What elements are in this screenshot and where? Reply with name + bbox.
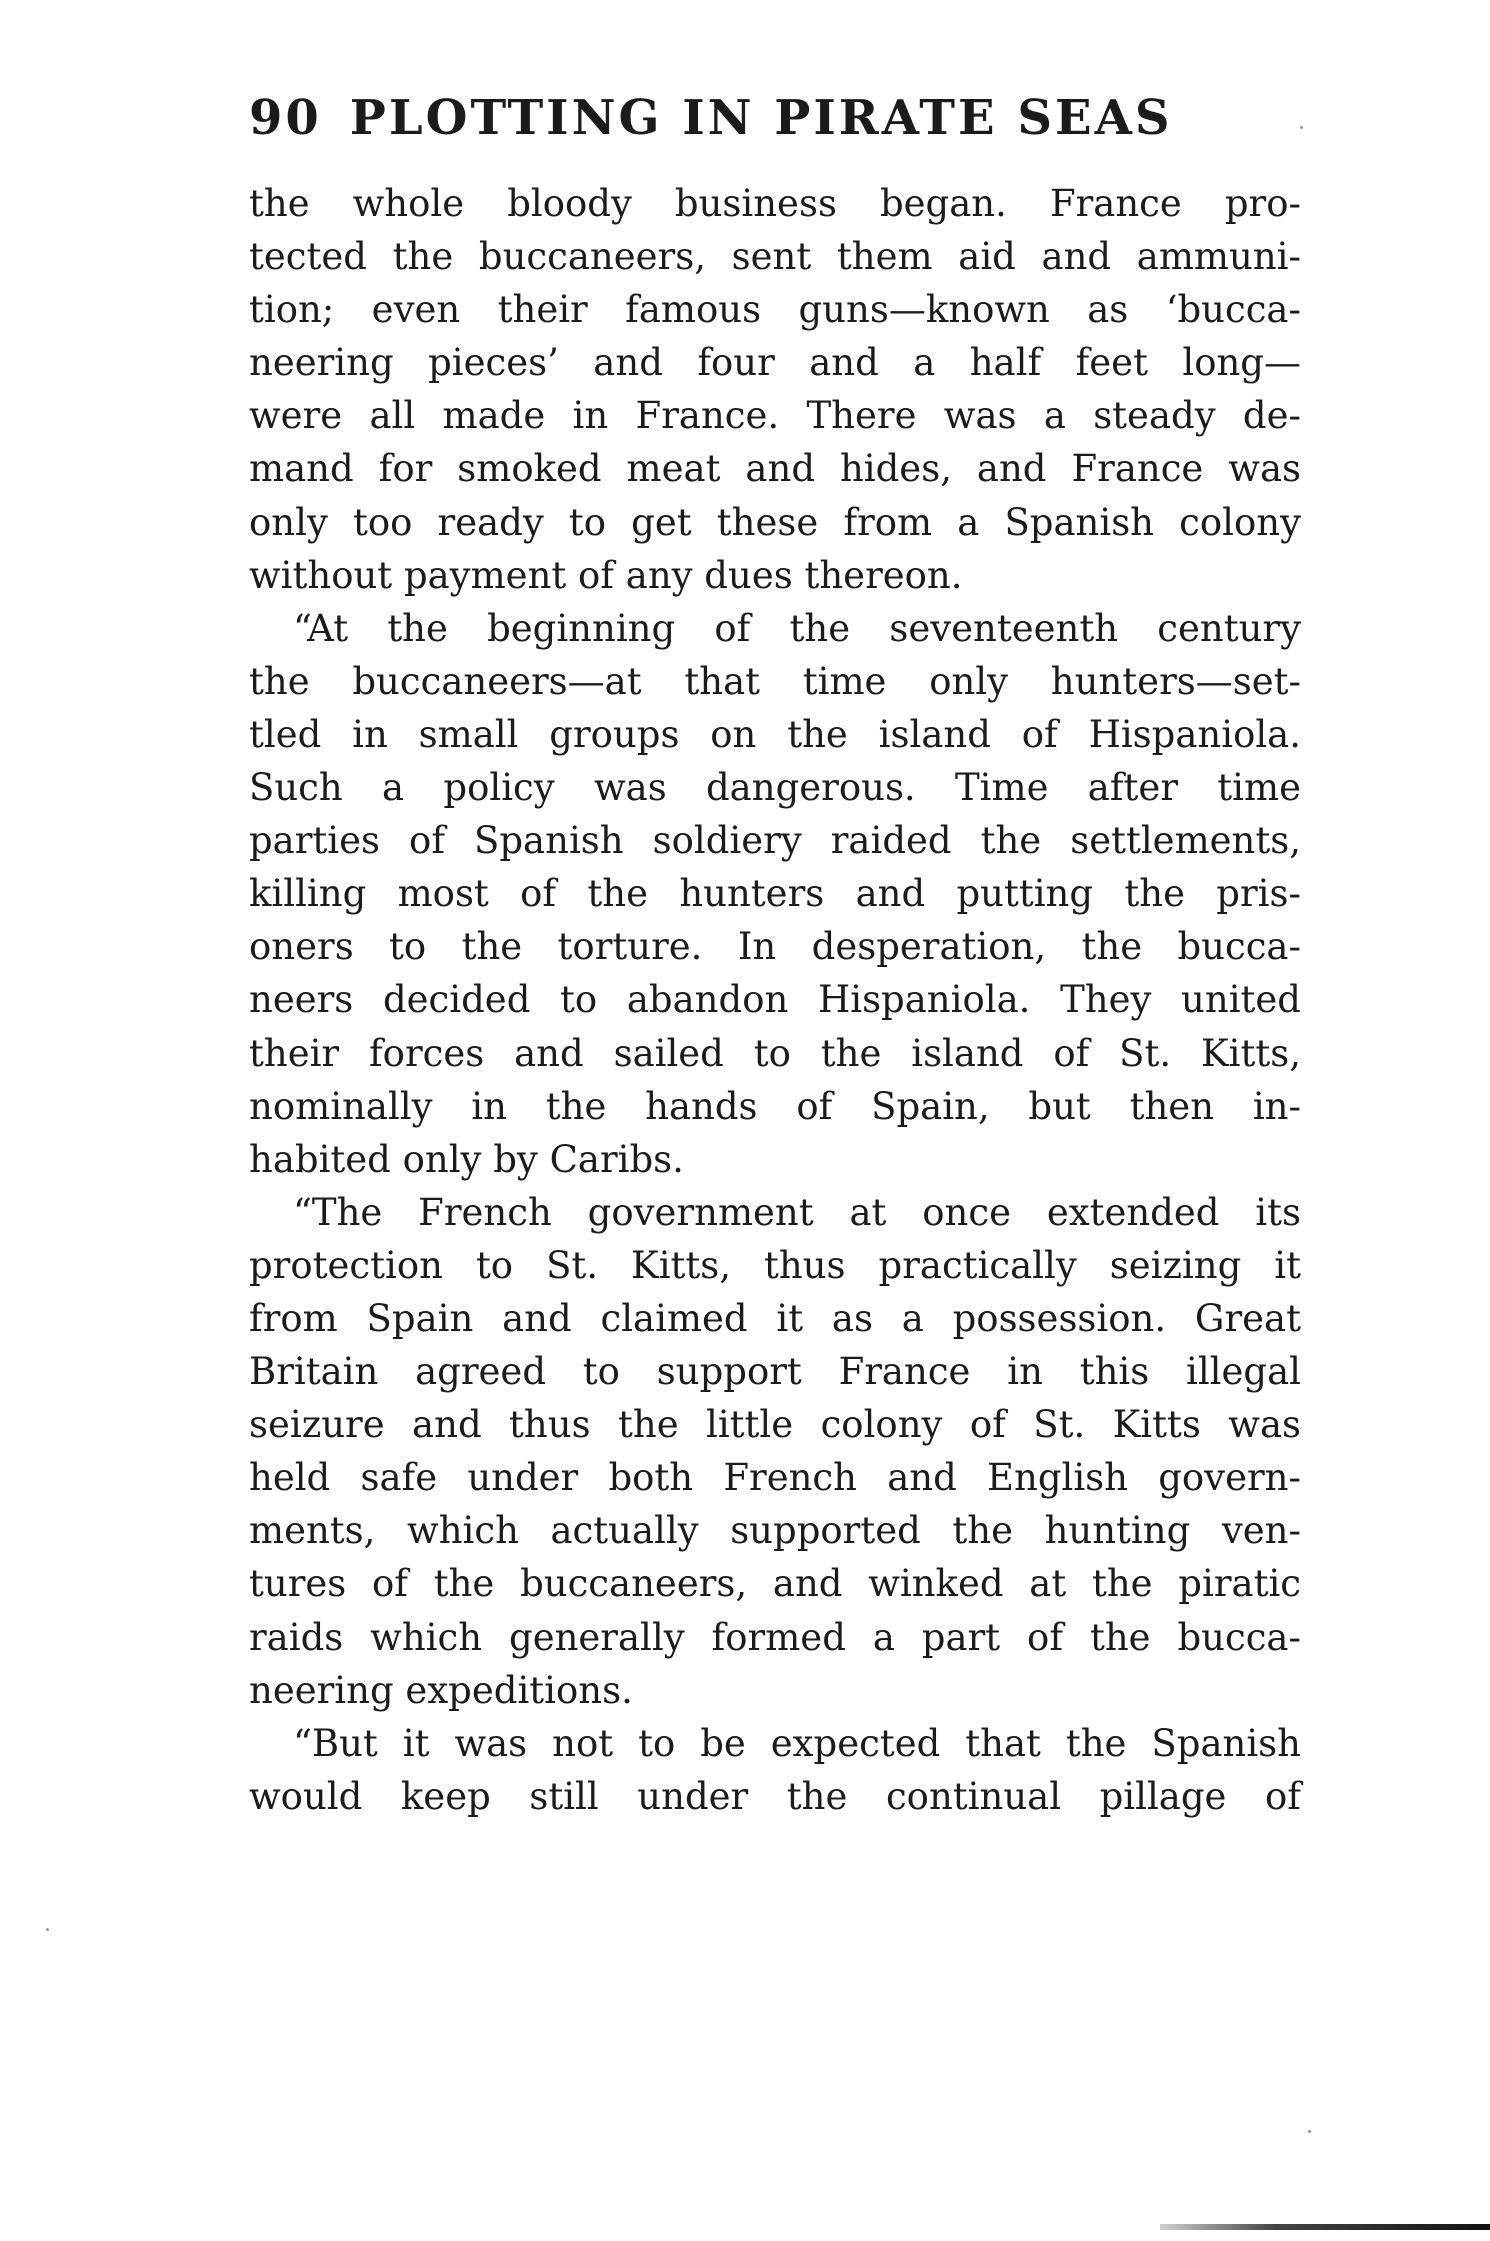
text-line: ments, which actually supported the hunting ven-: [249, 1509, 1301, 1553]
scan-speck: [46, 1928, 49, 1931]
paragraph-start-line: “But it was not to be expected that the Spanish: [293, 1721, 1301, 1765]
scan-edge-mark: [1160, 2224, 1490, 2230]
text-line: Britain agreed to support France in this illegal: [249, 1350, 1301, 1394]
text-line: tures of the buccaneers, and winked at the piratic: [249, 1562, 1301, 1606]
text-line: the whole bloody business began. France pro-: [249, 182, 1301, 225]
text-line: mand for smoked meat and hides, and France was: [249, 447, 1301, 491]
text-line: neering pieces’ and four and a half feet long—: [249, 341, 1301, 385]
paragraph-start-line: “At the beginning of the seventeenth century: [293, 606, 1301, 650]
scan-speck: [1308, 2130, 1311, 2133]
text-line: from Spain and claimed it as a possession. Great: [249, 1296, 1301, 1340]
text-line: killing most of the hunters and putting the pris-: [249, 872, 1301, 916]
text-line: parties of Spanish soldiery raided the settlements,: [249, 819, 1301, 863]
text-line: tled in small groups on the island of Hispaniola.: [249, 712, 1301, 756]
text-line: protection to St. Kitts, thus practically seizing it: [249, 1243, 1301, 1287]
text-line: seizure and thus the little colony of St. Kitts was: [249, 1403, 1301, 1447]
text-line: nominally in the hands of Spain, but then in-: [249, 1084, 1301, 1128]
text-line: neers decided to abandon Hispaniola. They united: [249, 978, 1301, 1022]
text-line: tion; even their famous guns—known as ‘bucca-: [249, 288, 1301, 332]
scan-speck: [1300, 126, 1303, 129]
text-line: would keep still under the continual pillage of: [249, 1774, 1301, 1818]
page-number: 90: [249, 90, 322, 146]
text-line: the buccaneers—at that time only hunters—set-: [249, 659, 1301, 703]
paragraph-end-line: neering expeditions.: [249, 1668, 633, 1712]
paragraph-end-line: habited only by Caribs.: [249, 1137, 684, 1181]
paragraph-end-line: without payment of any dues thereon.: [249, 553, 963, 597]
text-line: Such a policy was dangerous. Time after time: [249, 766, 1301, 810]
text-line: raids which generally formed a part of the bucca-: [249, 1615, 1301, 1659]
text-line: only too ready to get these from a Spanish colony: [249, 500, 1301, 544]
paragraph-start-line: “The French government at once extended its: [293, 1190, 1301, 1234]
running-title: PLOTTING IN PIRATE SEAS: [349, 90, 1173, 146]
running-header: [249, 88, 1172, 148]
text-line: held safe under both French and English govern-: [249, 1456, 1301, 1500]
text-line: were all made in France. There was a steady de-: [249, 394, 1301, 438]
text-line: their forces and sailed to the island of St. Kitts,: [249, 1031, 1301, 1075]
text-line: tected the buccaneers, sent them aid and ammuni-: [249, 235, 1301, 279]
body-text: [249, 177, 1301, 1823]
text-line: oners to the torture. In desperation, the bucca-: [249, 925, 1301, 969]
